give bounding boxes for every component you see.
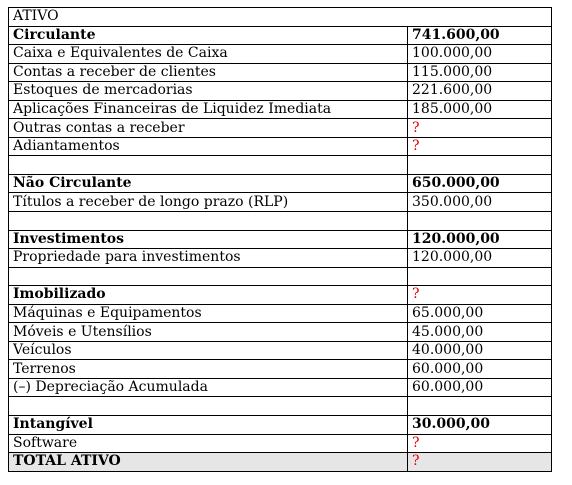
account-label [9, 397, 408, 416]
question-mark: ? [412, 434, 420, 451]
account-value: 221.600,00 [408, 82, 552, 101]
table-row [9, 82, 552, 101]
table-row [9, 119, 552, 138]
account-label: Máquinas e Equipamentos [9, 304, 408, 323]
title-row [9, 8, 552, 27]
account-value: 30.000,00 [408, 416, 552, 435]
missing-value [408, 119, 552, 138]
account-label: Adiantamentos [9, 137, 408, 156]
table-row [9, 45, 552, 64]
table-row [9, 137, 552, 156]
account-label: Caixa e Equivalentes de Caixa [9, 45, 408, 64]
question-mark: ? [412, 453, 420, 470]
missing-value [408, 286, 552, 305]
table-row [9, 341, 552, 360]
account-value: 741.600,00 [408, 26, 552, 45]
account-value: 650.000,00 [408, 174, 552, 193]
section-row [9, 230, 552, 249]
account-value: 350.000,00 [408, 193, 552, 212]
account-value: 120.000,00 [408, 230, 552, 249]
account-value: 120.000,00 [408, 249, 552, 268]
question-mark: ? [412, 138, 420, 155]
account-label [9, 156, 408, 175]
account-label: Estoques de mercadorias [9, 82, 408, 101]
section-row [9, 174, 552, 193]
account-label: Circulante [9, 26, 408, 45]
spacer-row [9, 156, 552, 175]
account-value: 40.000,00 [408, 341, 552, 360]
account-value: 185.000,00 [408, 100, 552, 119]
account-label: Não Circulante [9, 174, 408, 193]
spacer-row [9, 212, 552, 231]
account-value: 65.000,00 [408, 304, 552, 323]
account-label: Móveis e Utensílios [9, 323, 408, 342]
question-mark: ? [412, 286, 420, 303]
table-row [9, 323, 552, 342]
account-label: (–) Depreciação Acumulada [9, 378, 408, 397]
question-mark: ? [412, 119, 420, 136]
section-row [9, 416, 552, 435]
account-value: 115.000,00 [408, 63, 552, 82]
account-label: Títulos a receber de longo prazo (RLP) [9, 193, 408, 212]
missing-value [408, 137, 552, 156]
account-label: Propriedade para investimentos [9, 249, 408, 268]
table-row [9, 304, 552, 323]
account-value [408, 156, 552, 175]
account-label [9, 267, 408, 286]
account-label: Software [9, 434, 408, 453]
account-label: Outras contas a receber [9, 119, 408, 138]
table-row [9, 249, 552, 268]
table-row [9, 193, 552, 212]
table-row [9, 360, 552, 379]
account-value: 60.000,00 [408, 378, 552, 397]
account-value: 45.000,00 [408, 323, 552, 342]
account-label: Terrenos [9, 360, 408, 379]
account-label: Aplicações Financeiras de Liquidez Imediata [9, 100, 408, 119]
balance-sheet-body [9, 8, 552, 472]
section-row [9, 26, 552, 45]
section-row [9, 286, 552, 305]
spacer-row [9, 267, 552, 286]
account-value: 60.000,00 [408, 360, 552, 379]
account-value [408, 267, 552, 286]
table-row [9, 100, 552, 119]
account-value: 100.000,00 [408, 45, 552, 64]
table-row [9, 434, 552, 453]
account-label [9, 212, 408, 231]
account-value [408, 397, 552, 416]
table-row [9, 63, 552, 82]
account-label: Intangível [9, 416, 408, 435]
balance-sheet-table [8, 7, 552, 472]
missing-value [408, 434, 552, 453]
account-label: Contas a receber de clientes [9, 63, 408, 82]
table-row [9, 378, 552, 397]
account-value [408, 212, 552, 231]
account-label: Investimentos [9, 230, 408, 249]
total-row [9, 453, 552, 472]
account-label: Imobilizado [9, 286, 408, 305]
account-label: Veículos [9, 341, 408, 360]
account-label: TOTAL ATIVO [9, 453, 408, 472]
spacer-row [9, 397, 552, 416]
table-title: ATIVO [9, 8, 552, 27]
missing-value [408, 453, 552, 472]
